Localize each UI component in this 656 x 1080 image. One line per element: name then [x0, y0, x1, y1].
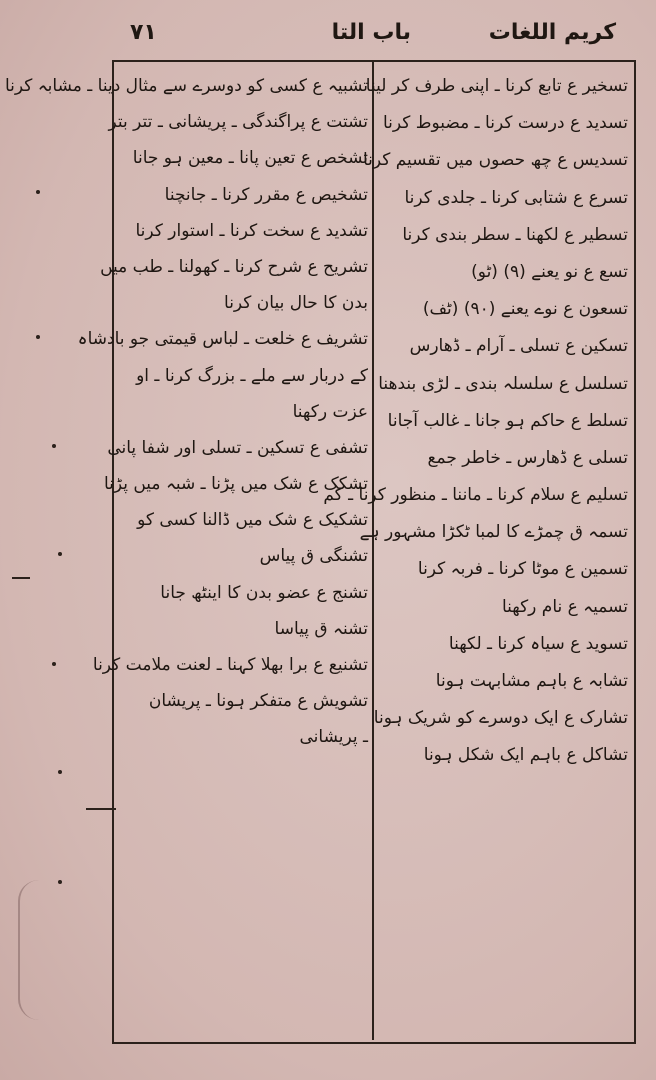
dictionary-entry: ـ پریشانی — [299, 727, 368, 748]
book-title: کریم اللغات — [488, 20, 616, 45]
dictionary-entry: تسمین ع موٹا کرنا ـ فربہ کرنا — [417, 559, 628, 580]
dictionary-entry: تسکین ع تسلی ـ آرام ـ ڈھارس — [409, 336, 628, 357]
section-title: باب التا — [331, 20, 411, 45]
dictionary-entry: تسطیر ع لکھنا ـ سطر بندی کرنا — [402, 224, 628, 245]
dictionary-entry: تشنہ ق پیاسا — [274, 618, 368, 639]
dictionary-entry: تسلی ع ڈھارس ـ خاطر جمع — [427, 447, 628, 468]
dictionary-entry: تسع ع نو یعنے (۹) (ٹو) — [471, 261, 628, 282]
dictionary-entry: تشخص ع تعین پانا ـ معین ہو جانا — [132, 148, 368, 169]
dictionary-entry: تسلیم ع سلام کرنا ـ ماننا ـ منظور کرنا ـ کم — [323, 485, 628, 506]
page-header — [0, 14, 656, 54]
dictionary-entry: تسرع ع شتابی کرنا ـ جلدی کرنا — [404, 187, 628, 208]
dictionary-entry: تسوید ع سیاہ کرنا ـ لکھنا — [448, 633, 628, 654]
dictionary-entry: تشتت ع پراگندگی ـ پریشانی ـ تتر بتر — [108, 112, 368, 133]
dictionary-entry: تشکک ع شک میں پڑنا ـ شبہ میں پڑنا — [103, 474, 368, 495]
dictionary-entry: تسخیر ع تابع کرنا ـ اپنی طرف کر لینا — [365, 76, 628, 96]
dictionary-entry: بدن کا حال بیان کرنا — [224, 293, 368, 314]
dictionary-entry: تشفی ع تسکین ـ تسلی اور شفا پانی — [107, 437, 368, 458]
dictionary-entry: عزت رکھنا — [292, 401, 368, 422]
dictionary-entry: تسمیہ ع نام رکھنا — [501, 596, 628, 617]
dictionary-entry: تشکیک ع شک میں ڈالنا کسی کو — [137, 510, 368, 531]
dictionary-entry: تشریح ع شرح کرنا ـ کھولنا ـ طب میں — [100, 256, 368, 277]
dictionary-entry: تشریف ع خلعت ـ لباس قیمتی جو بادشاہ — [77, 329, 368, 350]
dictionary-entry: تشویش ع متفکر ہونا ـ پریشان — [148, 691, 368, 712]
dictionary-entry: تشنج ع عضو بدن کا اینٹھ جانا — [160, 582, 368, 603]
dictionary-entry: تسلط ع حاکم ہو جانا ـ غالب آجانا — [387, 410, 628, 431]
dictionary-entry: تسدید ع درست کرنا ـ مضبوط کرنا — [383, 113, 628, 134]
dictionary-entry: تسعون ع نوے یعنے (۹۰) (ٹف) — [422, 299, 628, 320]
left-column — [4, 68, 368, 756]
dictionary-entry: تشدید ع سخت کرنا ـ استوار کرنا — [135, 220, 368, 241]
dictionary-entry: تشخیص ع مقرر کرنا ـ جانچنا — [164, 184, 368, 205]
dictionary-entry: تسلسل ع سلسلہ بندی ـ لڑی بندھنا — [378, 373, 628, 394]
dictionary-entry: تشابہ ع باہم مشابہت ہونا — [435, 671, 628, 691]
dictionary-entry: تشارک ع ایک دوسرے کو شریک ہونا — [373, 708, 628, 729]
dictionary-entry: تشنگی ق پیاس — [259, 546, 368, 567]
dictionary-entry: کے دربار سے ملے ـ بزرگ کرنا ـ او — [136, 365, 368, 386]
margin-tick-mark — [86, 808, 116, 810]
dictionary-entry: تشنیع ع برا بھلا کہنا ـ لعنت ملامت کرنا — [92, 655, 368, 675]
margin-handwriting — [18, 880, 60, 1020]
margin-tick-mark — [12, 577, 30, 579]
dictionary-entry: تشبیہ ع کسی کو دوسرے سے مثال دینا ـ مشابہ کرنا — [4, 76, 368, 96]
dictionary-entry: تشاکل ع باہم ایک شکل ہونا — [423, 745, 628, 766]
dictionary-entry: تسدیس ع چھ حصوں میں تقسیم کرنا — [362, 150, 628, 171]
page-number: ۷۱ — [130, 20, 157, 45]
dictionary-entry: تسمہ ق چمڑے کا لمبا ٹکڑا مشہور ہے — [359, 522, 628, 543]
